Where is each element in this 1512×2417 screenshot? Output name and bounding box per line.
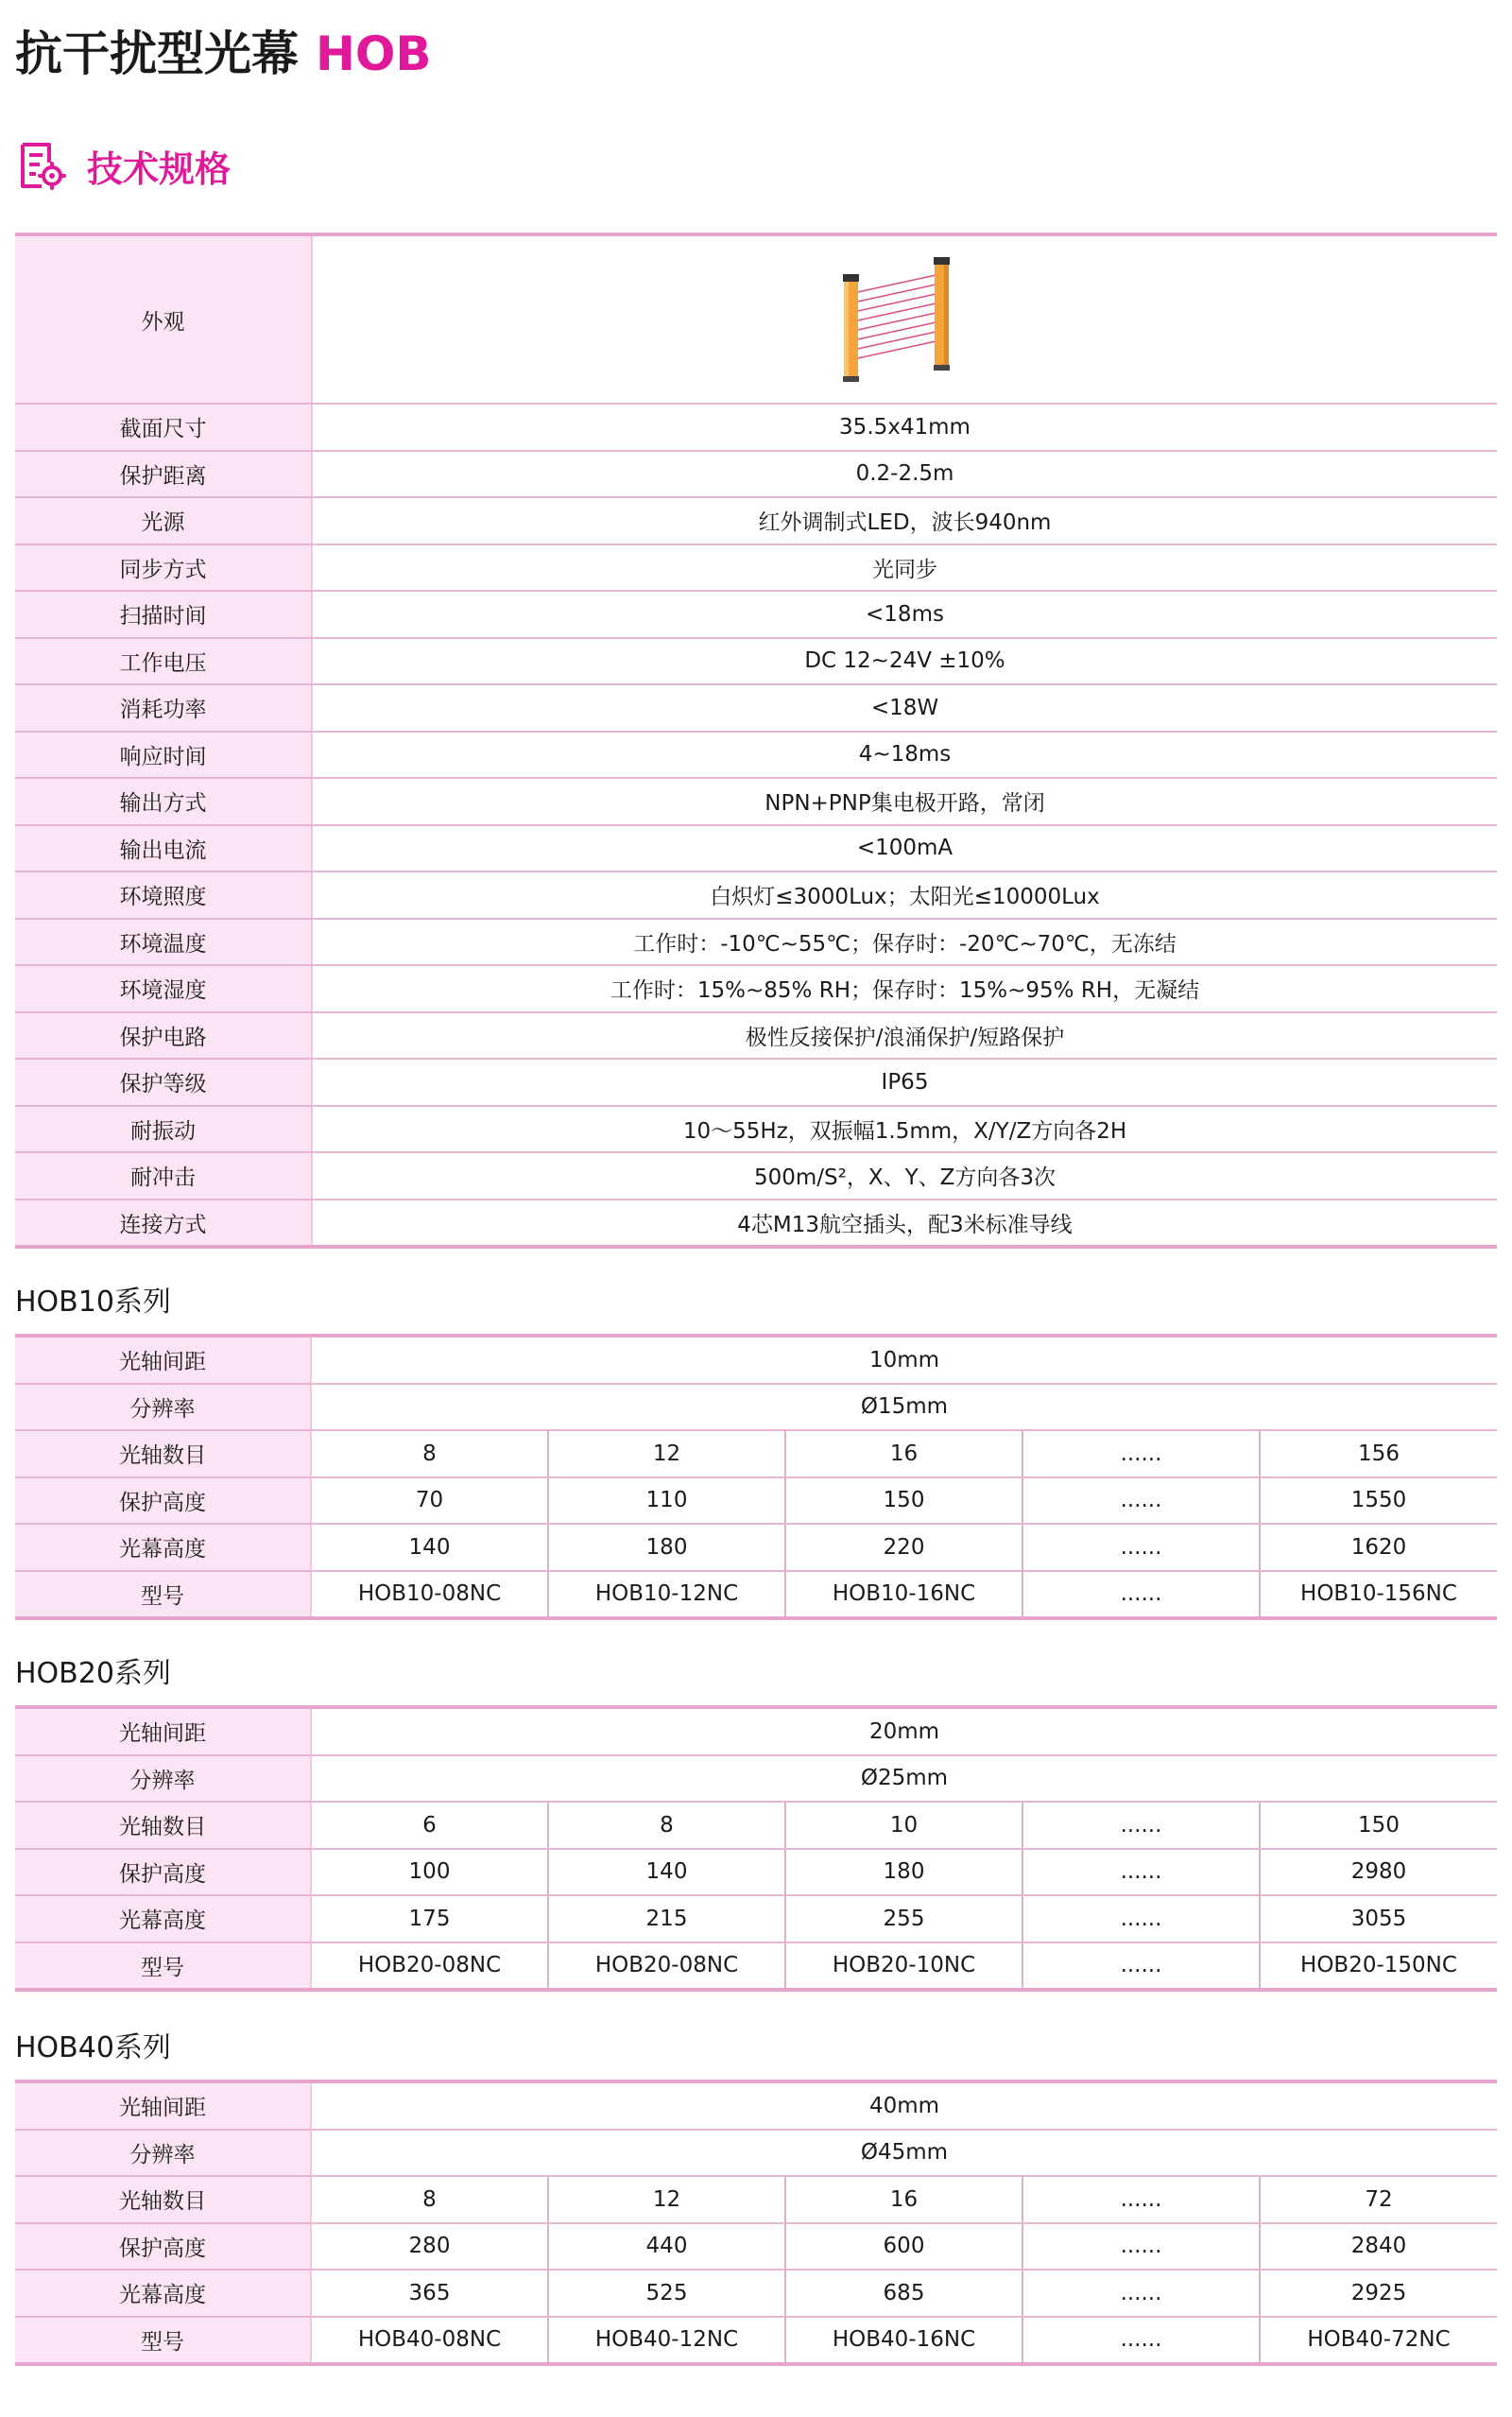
series-cell: ...... [1022, 2317, 1260, 2365]
series-cell: 8 [311, 2176, 548, 2223]
series-cell: 525 [548, 2270, 785, 2317]
series-title: HOB10系列 [15, 1286, 171, 1319]
series-cell: ...... [1022, 1571, 1260, 1619]
series-cell: 6 [311, 1802, 548, 1849]
series-cell: 180 [785, 1849, 1022, 1896]
spec-row [15, 1200, 1497, 1248]
spec-row [15, 451, 1497, 498]
spec-row [15, 778, 1497, 825]
spec-value: 工作时：-10℃~55℃；保存时：-20℃~70℃，无冻结 [312, 919, 1497, 966]
series-table [15, 2080, 1497, 2366]
series-label: 保护高度 [15, 1849, 311, 1896]
series-cell: HOB20-08NC [311, 1942, 548, 1991]
spec-label: 响应时间 [15, 732, 312, 779]
series-cell: 12 [548, 1430, 785, 1477]
spec-value: 工作时：15%~85% RH；保存时：15%~95% RH，无凝结 [312, 965, 1497, 1012]
series-cell: 8 [548, 1802, 785, 1849]
spec-label: 输出方式 [15, 778, 312, 825]
series-row-pitch [15, 1336, 1497, 1384]
spec-row [15, 965, 1497, 1012]
series-table [15, 1334, 1497, 1620]
spec-value: <18W [312, 684, 1497, 732]
series-cell: ...... [1022, 1895, 1260, 1942]
spec-row [15, 544, 1497, 592]
spec-value: <18ms [312, 591, 1497, 638]
series-label: 光轴间距 [15, 1707, 311, 1755]
section-heading [15, 137, 231, 194]
series-cell: ...... [1022, 1849, 1260, 1896]
spec-label: 环境温度 [15, 919, 312, 966]
series-row-axes [15, 2176, 1497, 2223]
spec-row [15, 684, 1497, 732]
series-row-protect-height [15, 1849, 1497, 1896]
series-cell: HOB20-150NC [1260, 1942, 1497, 1991]
page-title [15, 21, 431, 87]
spec-row [15, 1059, 1497, 1106]
spec-value: 光同步 [312, 544, 1497, 592]
spec-value: 4芯M13航空插头，配3米标准导线 [312, 1200, 1497, 1248]
series-row-curtain-height [15, 1524, 1497, 1571]
series-label: 光轴数目 [15, 1430, 311, 1477]
series-cell: 685 [785, 2270, 1022, 2317]
series-cell: 70 [311, 1477, 548, 1525]
series-table [15, 1705, 1497, 1992]
spec-row [15, 1106, 1497, 1153]
series-row-pitch [15, 2081, 1497, 2130]
series-cell: 1620 [1260, 1524, 1497, 1571]
series-cell: 2925 [1260, 2270, 1497, 2317]
series-cell: 150 [785, 1477, 1022, 1525]
series-value: 40mm [311, 2081, 1497, 2130]
spec-label: 同步方式 [15, 544, 312, 592]
spec-label: 外观 [15, 234, 312, 404]
spec-value: IP65 [312, 1059, 1497, 1106]
series-cell: 10 [785, 1802, 1022, 1849]
series-cell: 1550 [1260, 1477, 1497, 1525]
series-cell: HOB10-16NC [785, 1571, 1022, 1619]
series-cell: 12 [548, 2176, 785, 2223]
series-cell: 215 [548, 1895, 785, 1942]
series-cell: HOB40-08NC [311, 2317, 548, 2365]
series-cell: 175 [311, 1895, 548, 1942]
series-label: 光幕高度 [15, 1895, 311, 1942]
series-cell: 600 [785, 2223, 1022, 2270]
spec-label: 截面尺寸 [15, 404, 312, 451]
series-label: 保护高度 [15, 1477, 311, 1525]
series-cell: 255 [785, 1895, 1022, 1942]
spec-label: 工作电压 [15, 638, 312, 685]
spec-label: 保护等级 [15, 1059, 312, 1106]
series-row-curtain-height [15, 1895, 1497, 1942]
series-value: 20mm [311, 1707, 1497, 1755]
series-cell: 440 [548, 2223, 785, 2270]
series-label: 光轴数目 [15, 1802, 311, 1849]
spec-label: 环境湿度 [15, 965, 312, 1012]
series-cell: 2980 [1260, 1849, 1497, 1896]
series-cell: 156 [1260, 1430, 1497, 1477]
series-value: 10mm [311, 1336, 1497, 1384]
spec-value: DC 12~24V ±10% [312, 638, 1497, 685]
series-label: 分辨率 [15, 1755, 311, 1803]
series-title: HOB40系列 [15, 2031, 171, 2064]
series-cell: 72 [1260, 2176, 1497, 2223]
series-cell: 8 [311, 1430, 548, 1477]
spec-value: 500m/S²，X、Y、Z方向各3次 [312, 1152, 1497, 1200]
spec-label: 消耗功率 [15, 684, 312, 732]
spec-row [15, 638, 1497, 685]
series-cell: HOB20-10NC [785, 1942, 1022, 1991]
series-label: 分辨率 [15, 1384, 311, 1431]
spec-label: 耐冲击 [15, 1152, 312, 1200]
series-cell: 365 [311, 2270, 548, 2317]
series-cell: 100 [311, 1849, 548, 1896]
series-cell: ...... [1022, 2176, 1260, 2223]
series-cell: 180 [548, 1524, 785, 1571]
spec-value: NPN+PNP集电极开路，常闭 [312, 778, 1497, 825]
spec-row [15, 872, 1497, 919]
series-cell: 3055 [1260, 1895, 1497, 1942]
spec-label: 耐振动 [15, 1106, 312, 1153]
series-row-protect-height [15, 1477, 1497, 1525]
spec-row-appearance [15, 234, 1497, 404]
series-cell: HOB20-08NC [548, 1942, 785, 1991]
series-cell: 16 [785, 1430, 1022, 1477]
series-value: Ø15mm [311, 1384, 1497, 1431]
series-label: 型号 [15, 2317, 311, 2365]
spec-row [15, 732, 1497, 779]
spec-label: 保护电路 [15, 1012, 312, 1060]
series-label: 型号 [15, 1942, 311, 1991]
spec-value: 白炽灯≤3000Lux；太阳光≤10000Lux [312, 872, 1497, 919]
series-cell: 110 [548, 1477, 785, 1525]
spec-label: 环境照度 [15, 872, 312, 919]
spec-row [15, 591, 1497, 638]
series-cell: 2840 [1260, 2223, 1497, 2270]
series-cell: HOB40-12NC [548, 2317, 785, 2365]
series-cell: 16 [785, 2176, 1022, 2223]
spec-value: 极性反接保护/浪涌保护/短路保护 [312, 1012, 1497, 1060]
spec-value: 35.5x41mm [312, 404, 1497, 451]
spec-table [15, 233, 1497, 1249]
series-cell: HOB40-16NC [785, 2317, 1022, 2365]
spec-label: 连接方式 [15, 1200, 312, 1248]
series-cell: 140 [548, 1849, 785, 1896]
spec-sheet-gear-icon [15, 140, 66, 191]
spec-row [15, 404, 1497, 451]
spec-row [15, 497, 1497, 544]
title-model: HOB [316, 26, 432, 81]
spec-value: 10～55Hz，双振幅1.5mm，X/Y/Z方向各2H [312, 1106, 1497, 1153]
section-title: 技术规格 [87, 147, 232, 190]
series-row-pitch [15, 1707, 1497, 1755]
spec-value: 红外调制式LED，波长940nm [312, 497, 1497, 544]
spec-row [15, 1152, 1497, 1200]
series-label: 分辨率 [15, 2130, 311, 2177]
spec-label: 保护距离 [15, 451, 312, 498]
spec-row [15, 919, 1497, 966]
series-label: 光轴数目 [15, 2176, 311, 2223]
series-cell: ...... [1022, 2223, 1260, 2270]
series-label: 光幕高度 [15, 2270, 311, 2317]
series-label: 光轴间距 [15, 1336, 311, 1384]
spec-row [15, 1012, 1497, 1060]
series-label: 保护高度 [15, 2223, 311, 2270]
series-row-resolution [15, 1384, 1497, 1431]
spec-label: 扫描时间 [15, 591, 312, 638]
series-title: HOB20系列 [15, 1657, 171, 1690]
appearance-image-cell [312, 234, 1497, 404]
series-cell: HOB10-156NC [1260, 1571, 1497, 1619]
series-label: 光轴间距 [15, 2081, 311, 2130]
series-value: Ø25mm [311, 1755, 1497, 1803]
spec-value: <100mA [312, 825, 1497, 872]
spec-row [15, 825, 1497, 872]
series-row-model [15, 1571, 1497, 1619]
series-row-resolution [15, 1755, 1497, 1803]
light-curtain-product-image [834, 253, 976, 386]
series-row-resolution [15, 2130, 1497, 2177]
series-cell: ...... [1022, 1524, 1260, 1571]
series-label: 型号 [15, 1571, 311, 1619]
series-row-model [15, 1942, 1497, 1991]
spec-value: 0.2-2.5m [312, 451, 1497, 498]
series-cell: 140 [311, 1524, 548, 1571]
spec-label: 输出电流 [15, 825, 312, 872]
series-value: Ø45mm [311, 2130, 1497, 2177]
series-row-protect-height [15, 2223, 1497, 2270]
series-cell: 220 [785, 1524, 1022, 1571]
spec-value: 4~18ms [312, 732, 1497, 779]
series-row-axes [15, 1430, 1497, 1477]
series-row-model [15, 2317, 1497, 2365]
series-row-curtain-height [15, 2270, 1497, 2317]
series-cell: ...... [1022, 1802, 1260, 1849]
series-cell: 150 [1260, 1802, 1497, 1849]
spec-label: 光源 [15, 497, 312, 544]
series-cell: ...... [1022, 1477, 1260, 1525]
series-cell: ...... [1022, 2270, 1260, 2317]
series-cell: HOB40-72NC [1260, 2317, 1497, 2365]
series-cell: ...... [1022, 1430, 1260, 1477]
series-row-axes [15, 1802, 1497, 1849]
series-label: 光幕高度 [15, 1524, 311, 1571]
series-cell: HOB10-12NC [548, 1571, 785, 1619]
series-cell: HOB10-08NC [311, 1571, 548, 1619]
title-text: 抗干扰型光幕 [15, 26, 299, 81]
series-cell: 280 [311, 2223, 548, 2270]
series-cell: ...... [1022, 1942, 1260, 1991]
